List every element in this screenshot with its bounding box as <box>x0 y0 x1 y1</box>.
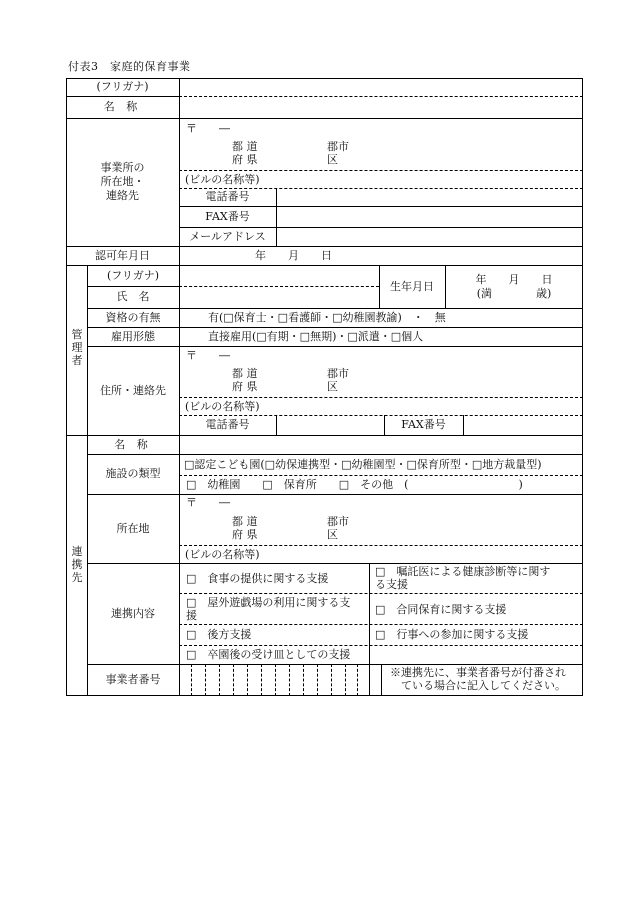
birth-value: 年 月 日 (満 歳) <box>475 272 553 300</box>
manager-todofuken-label: 都 道 府 県 <box>232 367 258 393</box>
partner-name-label: 名 称 <box>114 437 152 451</box>
qualification-label: 資格の有無 <box>105 310 161 324</box>
building-label: (ビルの名称等) <box>185 173 260 186</box>
location-label: 所在地 <box>116 521 150 535</box>
content-meal-support: □ 食事の提供に関する支援 <box>186 572 329 585</box>
partner-gunshi-label: 郡市 区 <box>327 515 349 541</box>
form-title: 付表3 家庭的保育事業 <box>68 60 191 73</box>
gunshi-label: 郡市 区 <box>327 140 349 166</box>
approval-date-value: 年 月 日 <box>255 249 332 262</box>
manager-address-label: 住所・連絡先 <box>100 383 166 397</box>
partner-todofuken-label: 都 道 府 県 <box>232 515 258 541</box>
content-joint-care: □ 合同保育に関する支援 <box>375 603 507 616</box>
office-address-label: 事業所の 所在地・ 連絡先 <box>100 161 145 202</box>
content-health-check: □ 嘱託医による健康診断等に関す る支援 <box>375 565 551 591</box>
manager-furigana-label: (フリガナ) <box>106 268 160 282</box>
content-post-graduation: □ 卒園後の受け皿としての支援 <box>186 648 351 661</box>
email-label: メールアドレス <box>189 229 266 243</box>
partner-postal-mark: 〒 ― <box>186 496 230 509</box>
phone-label: 電話番号 <box>205 190 250 203</box>
name-label: 名 称 <box>103 100 142 113</box>
partner-building-label: (ビルの名称等) <box>185 548 260 561</box>
manager-gunshi-label: 郡市 区 <box>327 367 349 393</box>
employment-label: 雇用形態 <box>111 329 155 343</box>
facility-type-line-2: □ 幼稚園 □ 保育所 □ その他 ( ) <box>186 478 523 491</box>
manager-section-label: 管 理 者 <box>71 328 83 367</box>
partner-section-label: 連 携 先 <box>71 545 83 584</box>
fax-label: FAX番号 <box>205 209 250 223</box>
furigana-label: (フリガナ) <box>96 80 149 93</box>
approval-date-label: 認可年月日 <box>95 248 150 262</box>
partner-content-label: 連携内容 <box>111 606 155 620</box>
employment-value: 直接雇用(□有期・□無期)・□派遣・□個人 <box>208 330 424 343</box>
content-outdoor-play: □ 屋外遊戯場の利用に関する支 援 <box>186 596 351 622</box>
operator-number-label: 事業者番号 <box>105 673 161 686</box>
content-event-participation: □ 行事への参加に関する支援 <box>375 628 529 641</box>
operator-number-note: ※連携先に、事業者番号が付番され ている場合に記入してください。 <box>390 666 566 692</box>
todofuken-label: 都 道 府 県 <box>232 140 258 166</box>
manager-fax-label: FAX番号 <box>401 418 446 431</box>
manager-building-label: (ビルの名称等) <box>185 400 260 413</box>
postal-mark: 〒 ― <box>186 122 230 135</box>
content-backup-support: □ 後方支援 <box>186 628 252 641</box>
manager-name-label: 氏 名 <box>116 290 150 303</box>
facility-type-label: 施設の類型 <box>105 467 161 480</box>
birth-label: 生年月日 <box>390 279 434 293</box>
qualification-value: 有(□保育士・□看護師・□幼稚園教諭) ・ 無 <box>208 311 446 324</box>
manager-phone-label: 電話番号 <box>205 418 250 431</box>
manager-postal-mark: 〒 ― <box>186 349 230 362</box>
facility-type-line-1: □認定こども園(□幼保連携型・□幼稚園型・□保育所型・□地方裁量型) <box>184 458 542 471</box>
